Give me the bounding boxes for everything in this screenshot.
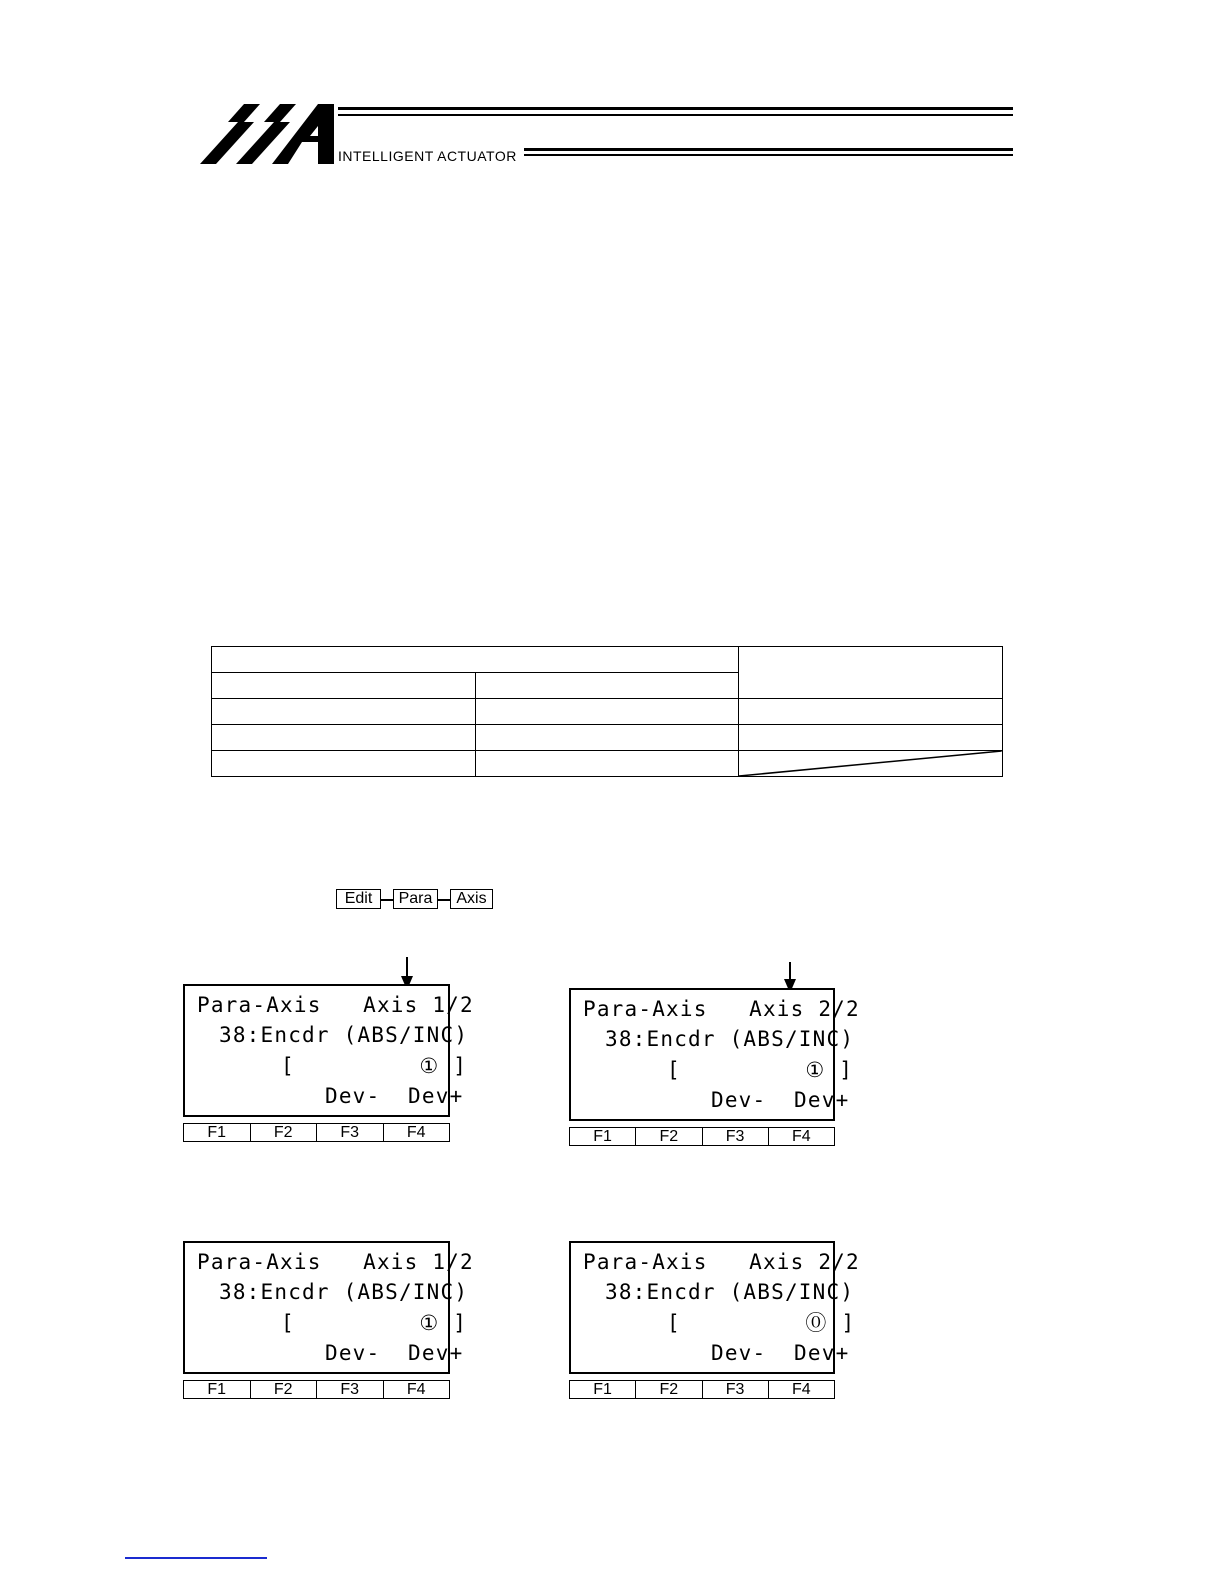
f3-key[interactable]: F3 bbox=[317, 1381, 384, 1398]
para-key[interactable]: Para bbox=[393, 889, 438, 909]
table-cell bbox=[739, 725, 1003, 751]
table-subheader-cell bbox=[212, 673, 476, 699]
function-key-row bbox=[569, 1380, 835, 1399]
edit-key[interactable]: Edit bbox=[336, 889, 381, 909]
f2-key[interactable]: F2 bbox=[636, 1128, 702, 1145]
lcd-screen-axis-1 bbox=[183, 1241, 474, 1374]
arrow-icon bbox=[789, 962, 791, 980]
lcd-param-line: 38:Encdr (ABS/INC) bbox=[605, 1280, 855, 1304]
footer-link-underline[interactable] bbox=[125, 1557, 267, 1559]
table-cell bbox=[475, 751, 739, 777]
key-connector bbox=[438, 899, 450, 901]
f2-key[interactable]: F2 bbox=[251, 1124, 318, 1141]
lcd-value-line: [ ⓪ ] bbox=[667, 1311, 856, 1335]
f4-key[interactable]: F4 bbox=[406, 1381, 426, 1398]
f4-key[interactable]: F4 bbox=[406, 1124, 426, 1141]
brand-text: INTELLIGENT ACTUATOR bbox=[338, 148, 517, 164]
table-cell bbox=[212, 725, 476, 751]
lcd-screen-axis-1 bbox=[183, 984, 474, 1117]
table-header-cell bbox=[212, 647, 739, 673]
header-rule-bottom-thin bbox=[524, 154, 1013, 156]
lcd-title-line: Para-Axis Axis 1/2 bbox=[197, 1250, 474, 1274]
key-connector bbox=[381, 899, 393, 901]
table-header-cell bbox=[739, 647, 1003, 699]
lcd-title-line: Para-Axis Axis 2/2 bbox=[583, 997, 860, 1021]
f4-key[interactable]: F4 bbox=[792, 1381, 811, 1398]
f3-key[interactable]: F3 bbox=[317, 1124, 384, 1141]
table-cell bbox=[739, 699, 1003, 725]
table-cell bbox=[212, 751, 476, 777]
function-key-row bbox=[569, 1127, 835, 1146]
f2-key[interactable]: F2 bbox=[636, 1381, 702, 1398]
f3-key[interactable]: F3 bbox=[703, 1128, 769, 1145]
lcd-param-line: 38:Encdr (ABS/INC) bbox=[219, 1280, 469, 1304]
iai-logo-icon bbox=[200, 104, 334, 164]
f1-key[interactable]: F1 bbox=[184, 1381, 251, 1398]
header-rule-bottom-thick bbox=[524, 148, 1013, 151]
header-rule-top-thin bbox=[338, 114, 1013, 116]
f4-key[interactable]: F4 bbox=[792, 1128, 811, 1145]
f1-key[interactable]: F1 bbox=[184, 1124, 251, 1141]
arrow-icon bbox=[406, 957, 408, 977]
table-subheader-cell bbox=[475, 673, 739, 699]
lcd-softkey-line: Dev- Dev+ bbox=[711, 1341, 850, 1365]
lcd-softkey-line: Dev- Dev+ bbox=[325, 1341, 464, 1365]
table-cell-not-applicable bbox=[739, 751, 1003, 777]
f3-key[interactable]: F3 bbox=[703, 1381, 769, 1398]
header-rule-top-thick bbox=[338, 107, 1013, 110]
table-cell bbox=[475, 699, 739, 725]
diagonal-line-icon bbox=[739, 751, 1002, 776]
f1-key[interactable]: F1 bbox=[570, 1128, 636, 1145]
encoder-table bbox=[211, 646, 1003, 773]
function-key-row bbox=[183, 1380, 450, 1399]
lcd-softkey-line: Dev- Dev+ bbox=[325, 1084, 464, 1108]
lcd-title-line: Para-Axis Axis 1/2 bbox=[197, 993, 474, 1017]
lcd-value-line: [ ① ] bbox=[667, 1058, 854, 1082]
function-key-row bbox=[183, 1123, 450, 1142]
lcd-value-line: [ ① ] bbox=[281, 1311, 468, 1335]
lcd-softkey-line: Dev- Dev+ bbox=[711, 1088, 850, 1112]
lcd-screen-axis-2 bbox=[569, 1241, 860, 1374]
lcd-title-line: Para-Axis Axis 2/2 bbox=[583, 1250, 860, 1274]
lcd-value-line: [ ① ] bbox=[281, 1054, 468, 1078]
f1-key[interactable]: F1 bbox=[570, 1381, 636, 1398]
table-cell bbox=[212, 699, 476, 725]
lcd-param-line: 38:Encdr (ABS/INC) bbox=[219, 1023, 469, 1047]
axis-key[interactable]: Axis bbox=[450, 889, 493, 909]
lcd-screen-axis-2 bbox=[569, 988, 860, 1121]
lcd-param-line: 38:Encdr (ABS/INC) bbox=[605, 1027, 855, 1051]
f2-key[interactable]: F2 bbox=[251, 1381, 318, 1398]
table-cell bbox=[475, 725, 739, 751]
